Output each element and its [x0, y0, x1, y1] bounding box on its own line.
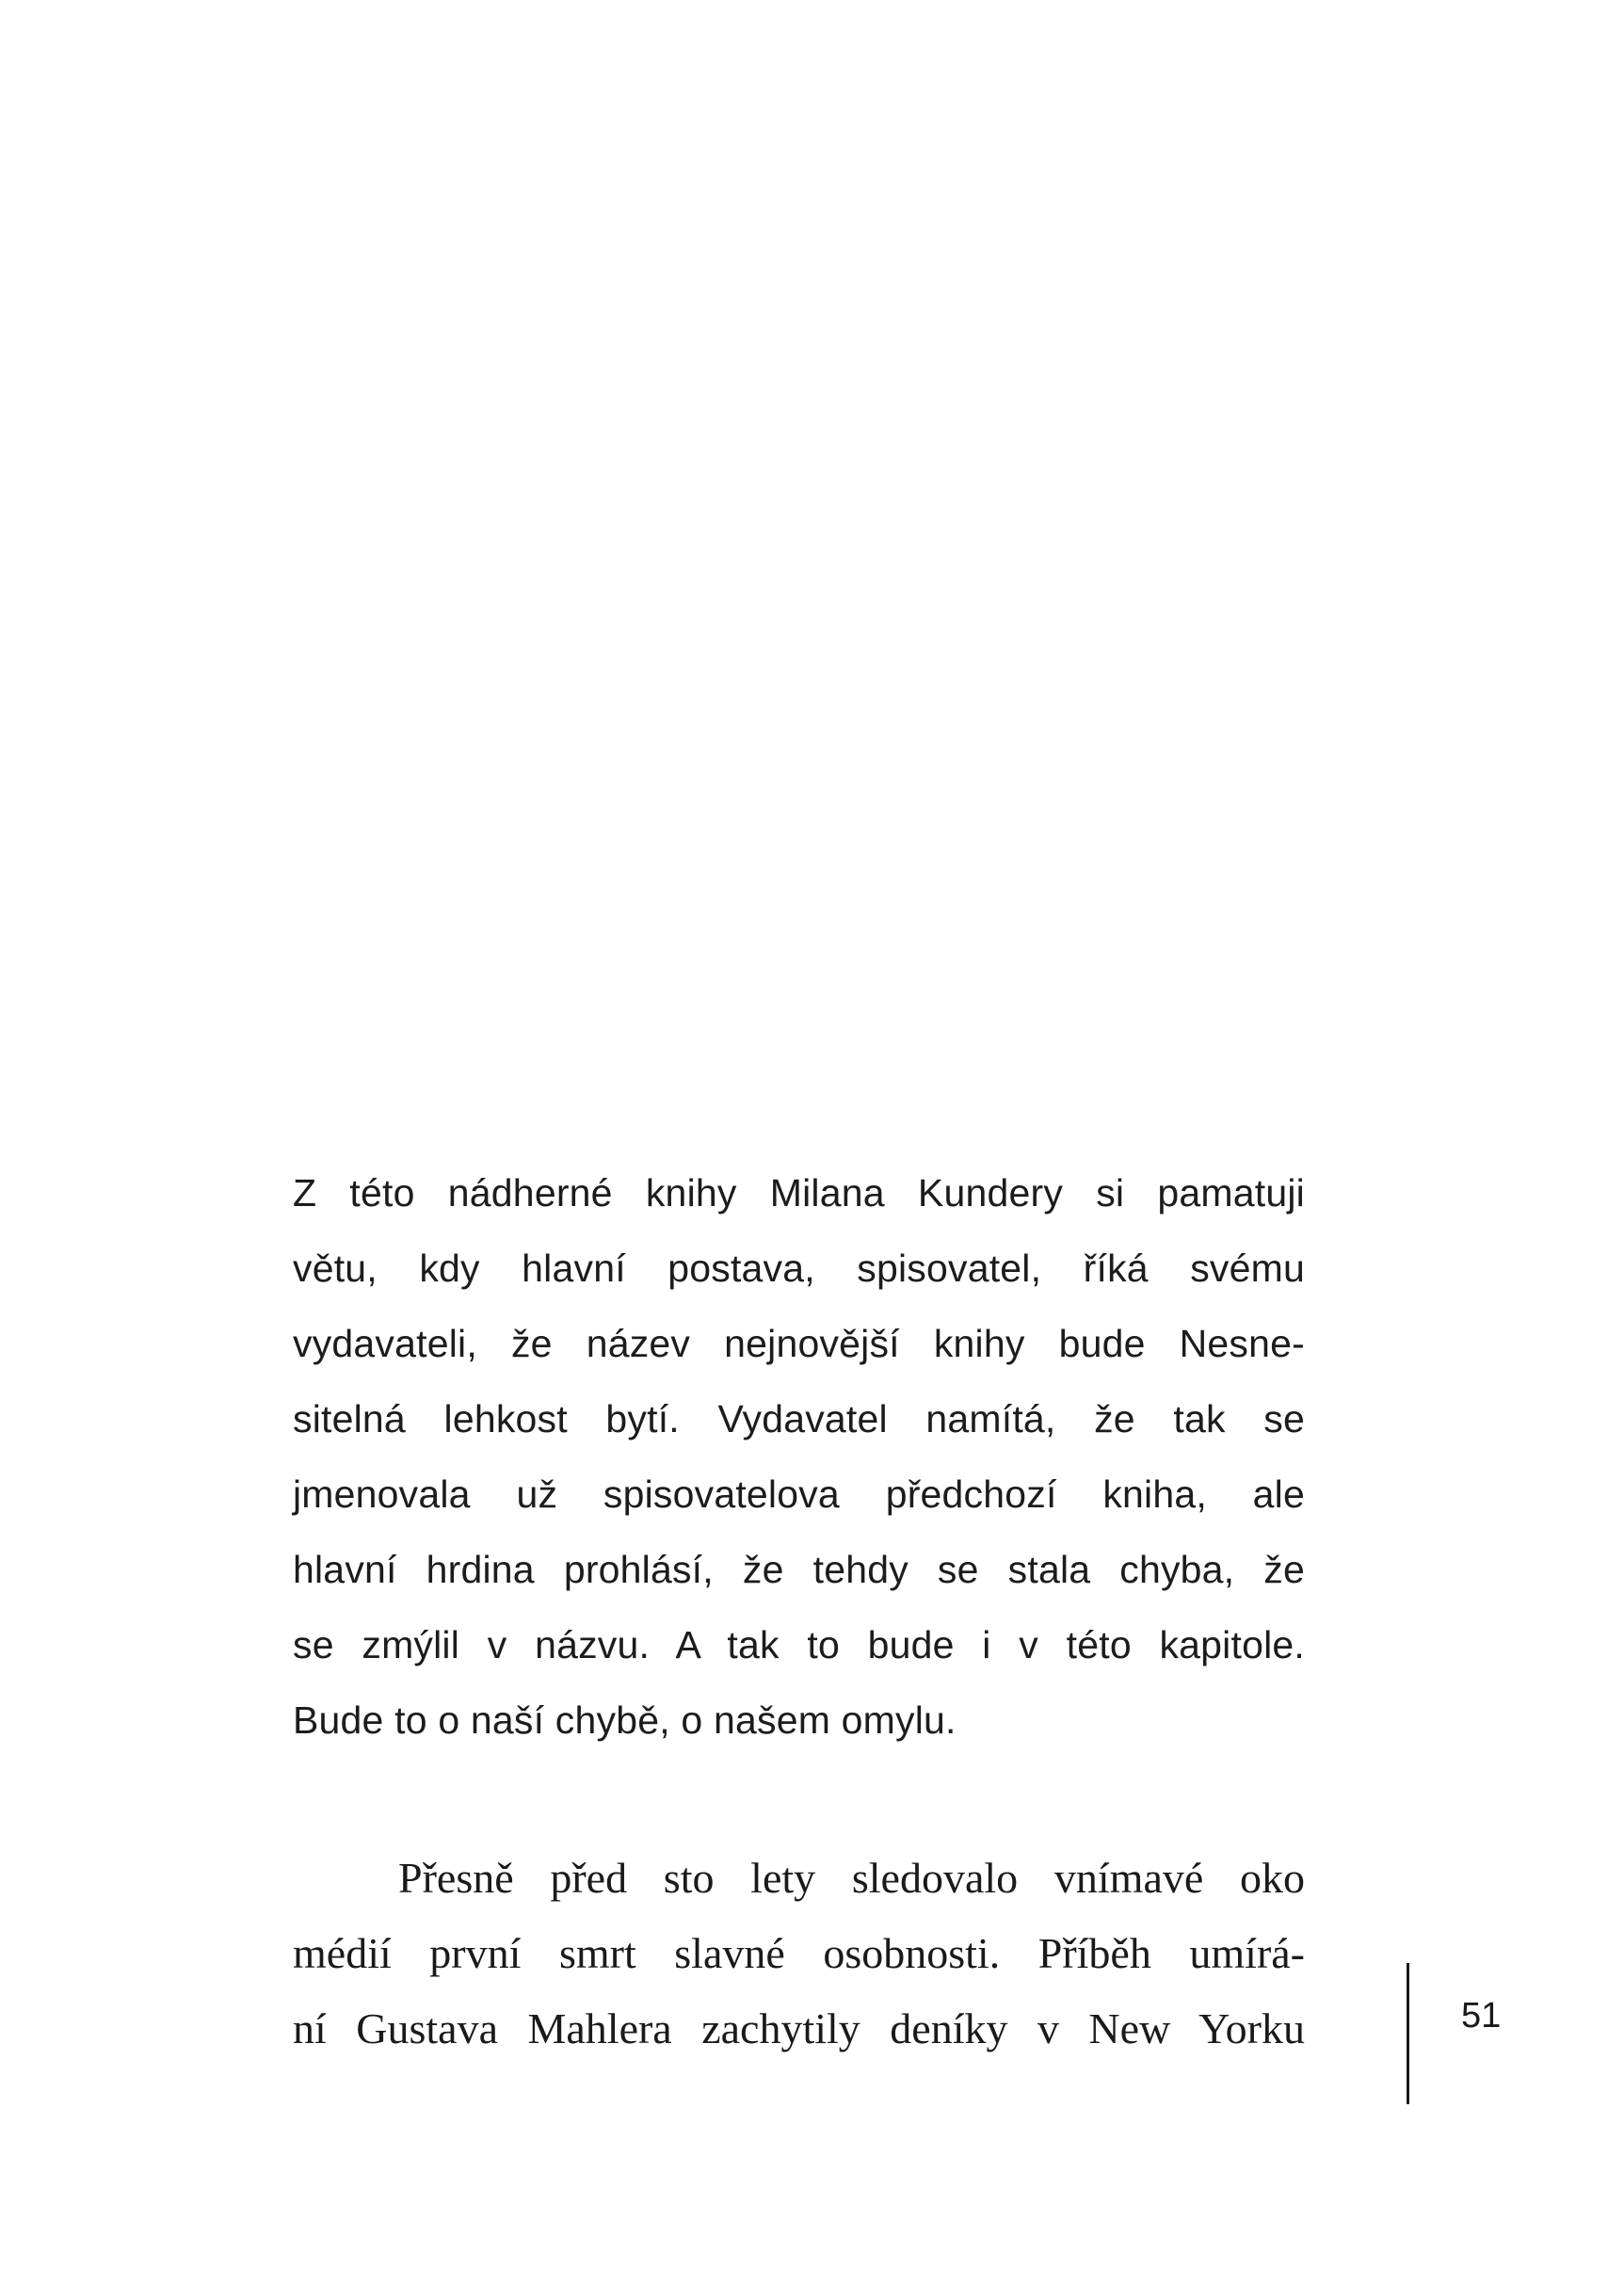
page-number: 51 — [1461, 1996, 1502, 2036]
excerpt-line: se zmýlil v názvu. A tak to bude i v této kapitole. — [293, 1623, 1305, 1666]
body-paragraph — [293, 1841, 1305, 2067]
body-line: ní Gustava Mahlera zachytily deníky v New Yorku — [293, 2004, 1305, 2052]
excerpt-line: Z této nádherné knihy Milana Kundery si pamatuji — [293, 1171, 1305, 1215]
excerpt-line: vydavateli, že název nejnovější knihy bude Nesne- — [293, 1322, 1305, 1365]
excerpt-line: Bude to o naší chybě, o našem omylu. — [293, 1698, 957, 1742]
body-line: Přesně před sto lety sledovalo vnímavé oko — [398, 1854, 1305, 1902]
excerpt-paragraph — [293, 1155, 1305, 1758]
excerpt-line: jmenovala už spisovatelova předchozí kniha, ale — [293, 1472, 1305, 1516]
excerpt-line: sitelná lehkost bytí. Vydavatel namítá, že tak se — [293, 1397, 1305, 1440]
page-number-divider — [1407, 1963, 1409, 2104]
body-line: médií první smrt slavné osobnosti. Příběh umírá- — [293, 1929, 1305, 1977]
excerpt-line: větu, kdy hlavní postava, spisovatel, říká svému — [293, 1247, 1305, 1290]
excerpt-line: hlavní hrdina prohlásí, že tehdy se stala chyba, že — [293, 1548, 1305, 1591]
